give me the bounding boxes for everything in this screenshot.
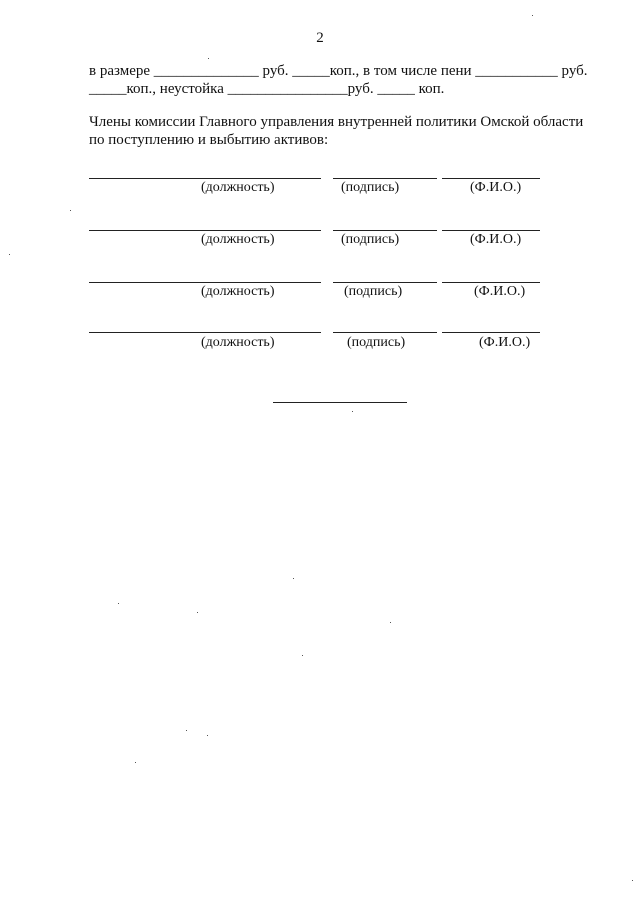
position-caption: (должность): [201, 335, 275, 350]
signature-row: [0, 280, 640, 320]
position-caption: (должность): [201, 232, 275, 247]
scan-speck: [186, 730, 187, 731]
commission-line-1: Члены комиссии Главного управления внутренней политики Омской области: [89, 114, 584, 130]
position-blank: [89, 332, 321, 333]
name-caption: (Ф.И.О.): [474, 284, 526, 299]
scan-speck: [352, 411, 353, 412]
signature-caption: (подпись): [341, 180, 400, 195]
scan-speck: [208, 58, 209, 59]
scan-speck: [9, 254, 10, 255]
signature-caption: (подпись): [341, 232, 400, 247]
scan-speck: [197, 612, 198, 613]
signature-row: [0, 330, 640, 370]
scan-speck: [207, 735, 208, 736]
name-blank: [442, 282, 540, 283]
signature-blank: [333, 178, 437, 179]
position-caption: (должность): [201, 180, 275, 195]
scan-speck: [70, 210, 71, 211]
signature-blank: [333, 332, 437, 333]
page-number: 2: [316, 30, 324, 46]
signature-blank: [333, 230, 437, 231]
name-caption: (Ф.И.О.): [470, 180, 522, 195]
signature-blank: [333, 282, 437, 283]
scan-speck: [390, 622, 391, 623]
amount-line-2: _____коп., неустойка ________________руб. _____ коп.: [89, 81, 445, 97]
signature-caption: (подпись): [344, 284, 403, 299]
position-blank: [89, 178, 321, 179]
scan-speck: [135, 762, 136, 763]
scan-speck: [302, 655, 303, 656]
position-blank: [89, 282, 321, 283]
scan-speck: [532, 15, 533, 16]
scan-speck: [293, 578, 294, 579]
position-caption: (должность): [201, 284, 275, 299]
name-caption: (Ф.И.О.): [479, 335, 531, 350]
scan-speck: [118, 603, 119, 604]
commission-line-2: по поступлению и выбытию активов:: [89, 132, 329, 148]
name-blank: [442, 178, 540, 179]
name-blank: [442, 332, 540, 333]
amount-line-1: в размере ______________ руб. _____коп., в том числе пени ___________ руб.: [89, 63, 588, 79]
signature-row: [0, 176, 640, 216]
signature-caption: (подпись): [347, 335, 406, 350]
closing-rule: [273, 402, 407, 403]
scan-speck: [632, 880, 633, 881]
position-blank: [89, 230, 321, 231]
name-blank: [442, 230, 540, 231]
signature-row: [0, 228, 640, 268]
name-caption: (Ф.И.О.): [470, 232, 522, 247]
